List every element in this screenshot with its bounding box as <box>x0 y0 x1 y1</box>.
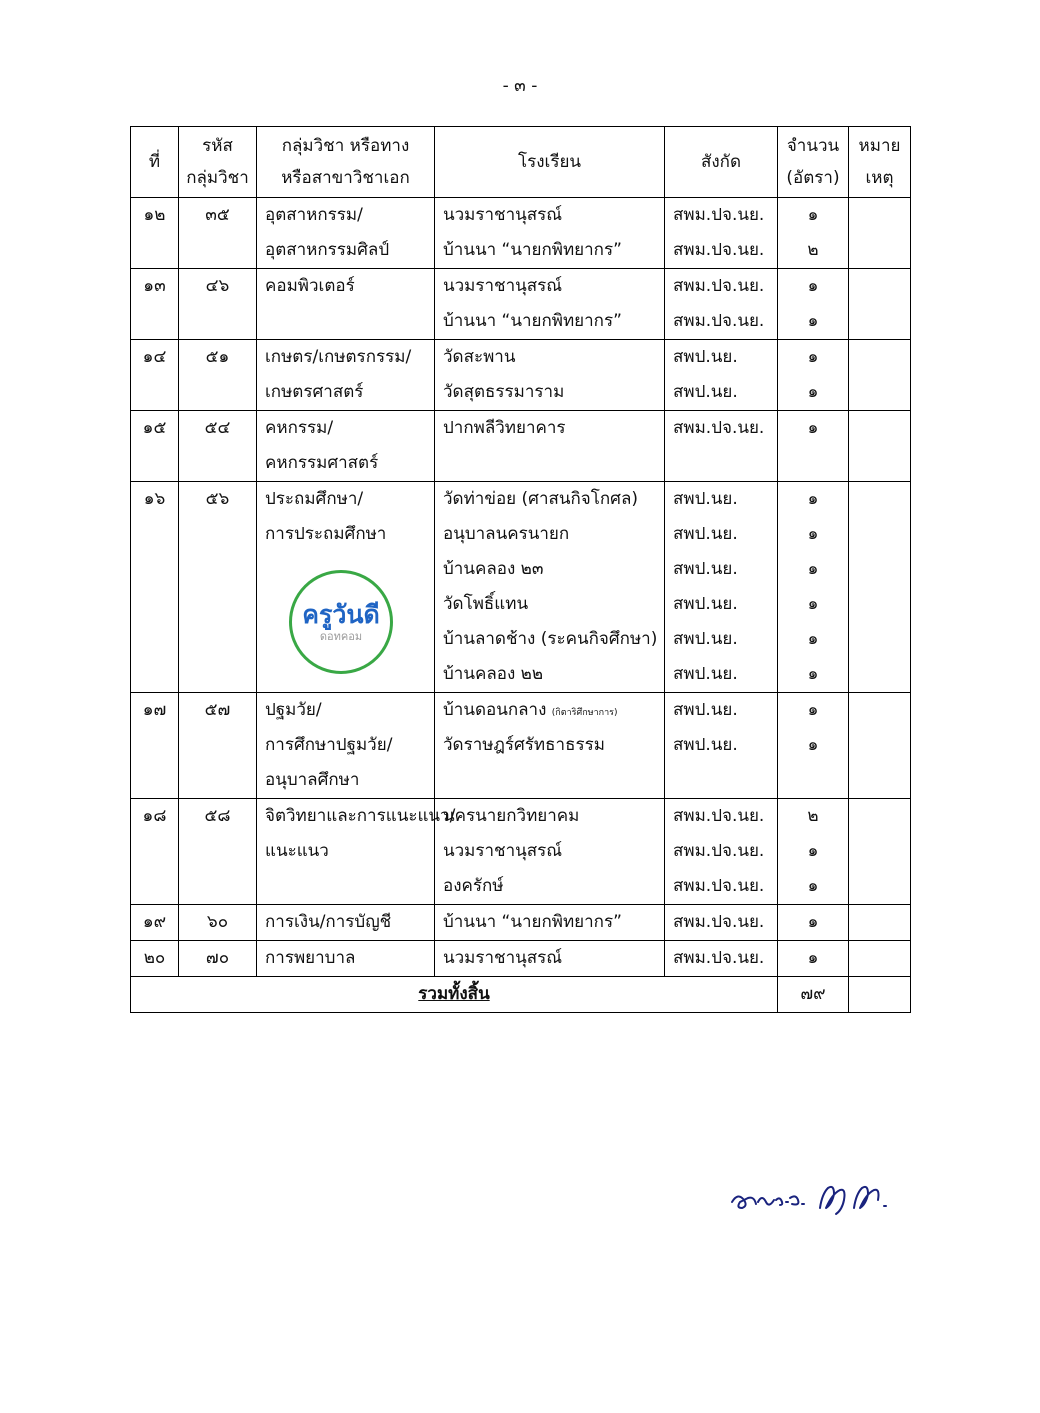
remark <box>849 941 910 976</box>
affiliation: สพม.ปจ.นย. <box>673 806 765 826</box>
row-number <box>131 587 178 622</box>
subject-code <box>179 233 256 268</box>
quota: ๑ <box>807 418 819 438</box>
quota: ๑ <box>807 841 819 861</box>
subject-name-cell <box>257 905 435 941</box>
table-row <box>131 411 911 482</box>
row-number <box>131 763 178 798</box>
affiliation: สพม.ปจ.นย. <box>673 948 765 968</box>
quota-cell <box>778 269 849 340</box>
quota: ๑ <box>807 311 819 331</box>
affiliation: สพป.นย. <box>673 735 738 755</box>
remark <box>849 587 910 622</box>
subject-code-cell <box>179 340 257 411</box>
row-number-cell <box>131 799 179 905</box>
row-number-cell <box>131 693 179 799</box>
remark <box>849 375 910 410</box>
remark <box>849 198 910 233</box>
subject-code <box>179 728 256 763</box>
header-no-line: ที่ <box>148 152 161 172</box>
subject-name: ประถมศึกษา/ <box>265 489 364 509</box>
row-number: ๑๖ <box>143 489 166 509</box>
school-name <box>435 763 664 798</box>
remark-cell <box>849 340 911 411</box>
subject-name: ปฐมวัย/ <box>265 700 322 720</box>
remark <box>849 304 910 339</box>
quota: ๑ <box>807 205 819 225</box>
quota-cell <box>778 941 849 977</box>
allocation-table <box>130 126 911 1013</box>
subject-name-cell <box>257 941 435 977</box>
subject-code <box>179 587 256 622</box>
quota: ๑ <box>807 276 819 296</box>
affiliation-cell <box>665 693 778 799</box>
quota: ๑ <box>807 559 819 579</box>
subject-code-cell <box>179 905 257 941</box>
school-name: บ้านลาดช้าง (ระคนกิจศึกษา) <box>443 629 658 649</box>
subject-code <box>179 763 256 798</box>
subject-code <box>179 552 256 587</box>
school-name: นวมราชานุสรณ์ <box>443 841 563 861</box>
affiliation: สพม.ปจ.นย. <box>673 205 765 225</box>
quota <box>778 446 848 481</box>
header-subject <box>257 127 435 198</box>
subject-code: ๔๖ <box>205 276 230 296</box>
subject-code <box>179 657 256 692</box>
quota: ๑ <box>807 700 819 720</box>
quota-cell <box>778 693 849 799</box>
subject-code: ๓๕ <box>205 205 230 225</box>
subject-name-cell <box>257 799 456 905</box>
subject-code-cell <box>179 269 257 340</box>
row-number-cell <box>131 482 179 693</box>
header-school <box>435 127 665 198</box>
remark <box>849 728 910 763</box>
header-subject-line: หรือสาขาวิชาเอก <box>281 168 410 188</box>
header-no <box>131 127 179 198</box>
affiliation <box>665 446 777 481</box>
subject-code: ๖๐ <box>206 912 229 932</box>
row-number <box>131 446 178 481</box>
subject-name: การเงิน/การบัญชี <box>265 912 392 932</box>
school-name: นวมราชานุสรณ์ <box>443 276 563 296</box>
remark <box>849 482 910 517</box>
table-row <box>131 799 911 905</box>
affiliation: สพป.นย. <box>673 347 738 367</box>
table-row <box>131 693 911 799</box>
row-number: ๑๘ <box>142 806 167 826</box>
subject-code <box>179 622 256 657</box>
remark <box>849 269 910 304</box>
subject-code-cell <box>179 411 257 482</box>
row-number: ๑๕ <box>142 418 167 438</box>
school-name <box>435 693 664 728</box>
remark <box>849 693 910 728</box>
table-row <box>131 340 911 411</box>
school-name: วัดสุตธรรมาราม <box>443 382 565 402</box>
row-number <box>131 834 178 869</box>
quota: ๑ <box>807 735 819 755</box>
subject-code <box>179 834 256 869</box>
watermark-logo <box>289 570 393 674</box>
school-name-cell <box>435 269 665 340</box>
remark-cell <box>849 269 911 340</box>
affiliation <box>665 763 777 798</box>
remark-cell <box>849 799 911 905</box>
total-label-cell <box>131 977 778 1013</box>
school-name: บ้านคลอง ๒๒ <box>443 664 544 684</box>
quota-cell <box>778 198 849 269</box>
subject-code: ๕๘ <box>204 806 231 826</box>
quota-cell <box>778 482 849 693</box>
affiliation: สพม.ปจ.นย. <box>673 240 765 260</box>
row-number: ๑๓ <box>143 276 166 296</box>
remark <box>849 622 910 657</box>
school-name: บ้านนา “นายกพิทยากร” <box>443 240 622 260</box>
subject-name-cell <box>257 693 435 799</box>
school-name <box>435 446 664 481</box>
row-number: ๑๔ <box>142 347 167 367</box>
affiliation-cell <box>665 198 778 269</box>
watermark-subtext: ดอทคอม <box>319 630 363 643</box>
school-name: นวมราชานุสรณ์ <box>443 205 563 225</box>
subject-code: ๗๐ <box>205 948 230 968</box>
total-value: ๗๙ <box>800 984 826 1004</box>
remark-cell <box>849 482 911 693</box>
school-name: นวมราชานุสรณ์ <box>443 948 563 968</box>
header-affiliation-line: สังกัด <box>700 152 741 172</box>
quota: ๑ <box>807 664 819 684</box>
school-name: วัดท่าข่อย (ศาสนกิจโกศล) <box>443 489 639 509</box>
quota: ๑ <box>807 382 819 402</box>
affiliation: สพป.นย. <box>673 382 738 402</box>
subject-code-cell <box>179 799 257 905</box>
row-number: ๑๗ <box>142 700 167 720</box>
affiliation: สพม.ปจ.นย. <box>673 311 765 331</box>
header-remark-line: เหตุ <box>865 168 894 188</box>
subject-name: การศึกษาปฐมวัย/ <box>265 735 393 755</box>
watermark-text: ครูวันดี <box>302 600 380 629</box>
affiliation-cell <box>665 340 778 411</box>
school-name: บ้านคลอง ๒๓ <box>443 559 544 579</box>
header-remark-line: หมาย <box>858 136 901 156</box>
subject-name: คหกรรม/ <box>265 418 334 438</box>
table-header-row <box>131 127 911 198</box>
affiliation-cell <box>665 269 778 340</box>
quota: ๑ <box>807 876 819 896</box>
row-number <box>131 233 178 268</box>
row-number-cell <box>131 941 179 977</box>
remark-cell <box>849 198 911 269</box>
quota: ๒ <box>807 806 819 826</box>
affiliation: สพม.ปจ.นย. <box>673 418 765 438</box>
affiliation-cell <box>665 411 778 482</box>
subject-name-cell <box>257 340 435 411</box>
school-name-cell <box>435 340 665 411</box>
school-name-note: (กิตาริศึกษาการ) <box>551 708 618 718</box>
affiliation-cell <box>665 799 778 905</box>
handwritten-signature <box>728 1172 898 1226</box>
quota-cell <box>778 411 849 482</box>
remark <box>849 905 910 940</box>
quota: ๑ <box>807 912 819 932</box>
school-name-cell <box>435 941 665 977</box>
affiliation: สพม.ปจ.นย. <box>673 912 765 932</box>
affiliation: สพป.นย. <box>673 664 738 684</box>
affiliation-cell <box>665 941 778 977</box>
table-row <box>131 905 911 941</box>
subject-name-cell <box>257 482 435 693</box>
quota: ๑ <box>807 524 819 544</box>
row-number <box>131 375 178 410</box>
header-quota-line: จำนวน <box>786 136 840 156</box>
subject-code-cell <box>179 482 257 693</box>
header-code-line: รหัส <box>202 136 233 156</box>
school-name-cell <box>435 482 665 693</box>
subject-name <box>257 304 434 339</box>
subject-name: อนุบาลศึกษา <box>265 770 360 790</box>
subject-code: ๕๔ <box>204 418 231 438</box>
school-name: วัดราษฎร์ศรัทธาธรรม <box>443 735 605 755</box>
subject-name: คหกรรมศาสตร์ <box>265 453 379 473</box>
remark-cell <box>849 411 911 482</box>
subject-name: คอมพิวเตอร์ <box>265 276 355 296</box>
affiliation: สพป.นย. <box>673 524 738 544</box>
table-row <box>131 482 911 693</box>
signature-icon <box>728 1172 898 1222</box>
total-value-cell <box>778 977 849 1013</box>
subject-code-cell <box>179 941 257 977</box>
row-number-cell <box>131 905 179 941</box>
header-code-line: กลุ่มวิชา <box>186 168 249 188</box>
quota: ๑ <box>807 594 819 614</box>
quota: ๑ <box>807 489 819 509</box>
subject-code <box>179 375 256 410</box>
row-number <box>131 517 178 552</box>
remark <box>849 834 910 869</box>
affiliation: สพม.ปจ.นย. <box>673 876 765 896</box>
school-name: วัดโพธิ์แทน <box>443 594 529 614</box>
subject-name: การพยาบาล <box>265 948 356 968</box>
remark-cell <box>849 693 911 799</box>
subject-name: อุตสาหกรรมศิลป์ <box>265 240 390 260</box>
header-subject-line: กลุ่มวิชา หรือทาง <box>281 136 410 156</box>
quota-cell <box>778 799 849 905</box>
header-quota-line: (อัตรา) <box>786 168 840 188</box>
header-affiliation <box>665 127 778 198</box>
subject-name-cell <box>257 198 435 269</box>
affiliation: สพม.ปจ.นย. <box>673 276 765 296</box>
row-number <box>131 552 178 587</box>
row-number: ๑๒ <box>143 205 166 225</box>
table-row <box>131 269 911 340</box>
remark-cell <box>849 905 911 941</box>
remark <box>849 799 910 834</box>
subject-name: อุตสาหกรรม/ <box>265 205 363 225</box>
affiliation: สพป.นย. <box>673 700 738 720</box>
row-number-cell <box>131 340 179 411</box>
subject-name: การประถมศึกษา <box>265 524 387 544</box>
subject-name-cell <box>257 269 435 340</box>
school-name: ปากพลีวิทยาคาร <box>443 418 566 438</box>
school-name: บ้านนา “นายกพิทยากร” <box>443 311 622 331</box>
remark <box>849 517 910 552</box>
quota <box>778 763 848 798</box>
quota: ๑ <box>807 948 819 968</box>
remark-cell <box>849 941 911 977</box>
row-number-cell <box>131 411 179 482</box>
header-remark <box>849 127 911 198</box>
remark <box>849 657 910 692</box>
row-number <box>131 622 178 657</box>
remark <box>849 446 910 481</box>
row-number: ๒๐ <box>143 948 166 968</box>
affiliation-cell <box>665 905 778 941</box>
subject-code <box>179 517 256 552</box>
row-number <box>131 304 178 339</box>
school-name: นครนายกวิทยาคม <box>443 806 580 826</box>
school-name-cell <box>435 905 665 941</box>
subject-code-cell <box>179 693 257 799</box>
remark <box>849 411 910 446</box>
school-name-cell <box>435 799 665 905</box>
subject-code <box>179 446 256 481</box>
quota-cell <box>778 340 849 411</box>
header-school-line: โรงเรียน <box>517 152 582 172</box>
school-name-cell <box>435 198 665 269</box>
page-number: - ๓ - <box>502 76 538 96</box>
table-row <box>131 941 911 977</box>
affiliation: สพป.นย. <box>673 629 738 649</box>
remark <box>849 763 910 798</box>
row-number <box>131 869 178 904</box>
school-name-cell <box>435 693 665 799</box>
affiliation: สพป.นย. <box>673 594 738 614</box>
subject-name: เกษตร/เกษตรกรรม/ <box>265 347 412 367</box>
quota: ๑ <box>807 347 819 367</box>
subject-name: จิตวิทยาและการแนะแนว/ <box>265 806 456 826</box>
remark <box>849 233 910 268</box>
remark <box>849 869 910 904</box>
subject-code: ๕๖ <box>205 489 230 509</box>
subject-name: เกษตรศาสตร์ <box>265 382 364 402</box>
header-quota <box>778 127 849 198</box>
row-number <box>131 728 178 763</box>
subject-code <box>179 869 256 904</box>
subject-name: แนะแนว <box>265 841 329 861</box>
table-row <box>131 198 911 269</box>
subject-code-cell <box>179 198 257 269</box>
affiliation: สพม.ปจ.นย. <box>673 841 765 861</box>
row-number-cell <box>131 269 179 340</box>
subject-name-cell <box>257 411 435 482</box>
quota: ๑ <box>807 629 819 649</box>
subject-code: ๕๑ <box>205 347 230 367</box>
affiliation: สพป.นย. <box>673 559 738 579</box>
school-name: อนุบาลนครนายก <box>443 524 570 544</box>
affiliation-cell <box>665 482 778 693</box>
quota-cell <box>778 905 849 941</box>
school-name-cell <box>435 411 665 482</box>
total-remark-cell <box>849 977 911 1013</box>
school-name: วัดสะพาน <box>443 347 516 367</box>
total-label: รวมทั้งสิ้น <box>418 984 490 1004</box>
remark <box>849 340 910 375</box>
remark <box>849 552 910 587</box>
total-row <box>131 977 911 1013</box>
subject-code <box>179 304 256 339</box>
quota: ๒ <box>807 240 819 260</box>
row-number <box>131 657 178 692</box>
school-name-text: บ้านดอนกลาง <box>443 700 547 720</box>
row-number: ๑๙ <box>142 912 167 932</box>
affiliation: สพป.นย. <box>673 489 738 509</box>
subject-code: ๕๗ <box>204 700 231 720</box>
subject-name <box>257 869 434 904</box>
school-name: องครักษ์ <box>443 876 504 896</box>
school-name: บ้านนา “นายกพิทยากร” <box>443 912 622 932</box>
row-number-cell <box>131 198 179 269</box>
header-code <box>179 127 257 198</box>
